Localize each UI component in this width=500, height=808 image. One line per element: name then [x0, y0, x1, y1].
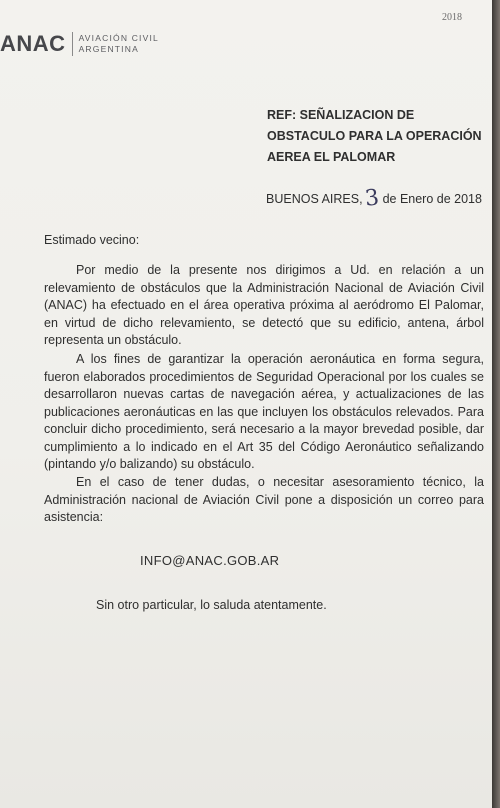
closing-line: Sin otro particular, lo saluda atentamente. [96, 598, 327, 612]
contact-email: INFO@ANAC.GOB.AR [140, 553, 280, 568]
body-paragraph-1: Por medio de la presente nos dirigimos a Ud. en relación a un relevamiento de obstáculos que la Administración Nacional de Aviación Civil (ANAC) ha efectuado en el área operativa próxima al aeródromo El Palomar, en virtud de dicho relevamiento, se detectó que su edificio, antena, árbol representa un obstáculo. [44, 263, 484, 347]
logo-subtitle-line1: AVIACIÓN CIVIL [78, 33, 159, 43]
page-edge-shadow [492, 0, 500, 808]
date-day-handwritten: 3 [363, 185, 380, 212]
body-paragraph-2: A los fines de garantizar la operación aeronáutica en forma segura, fueron elaborados procedimientos de Seguridad Operacional por los cuales se desarrollaron nuevas cartas de navegación aérea, y actualizaciones de las publicaciones aeronáuticas en las que incluyen los obstáculos relevados. Para concluir dicho procedimiento, será necesario a la mayor brevedad posible, dar cumplimiento a lo indicado en el Art 35 del Código Aeronáutico señalizando (pintando y/o balizando) su obstáculo. [44, 352, 484, 471]
logo-subtitle-line2: ARGENTINA [78, 44, 139, 54]
body-paragraph-3: En el caso de tener dudas, o necesitar asesoramiento técnico, la Administración nacional de Aviación Civil pone a disposición un correo para asistencia: [44, 475, 484, 524]
anac-logo [0, 28, 159, 60]
date-month-year: de Enero de 2018 [382, 192, 482, 206]
logo-divider [72, 32, 73, 56]
date-line [266, 184, 482, 212]
reference-line: REF: SEÑALIZACION DE OBSTACULO PARA LA OPERACIÓN AEREA EL PALOMAR [267, 108, 482, 164]
salutation: Estimado vecino: [44, 233, 140, 247]
logo-subtitle [79, 33, 159, 55]
page-number: 2018 [442, 12, 462, 23]
logo-wordmark: ANAC [0, 31, 66, 56]
date-city: BUENOS AIRES, [266, 192, 363, 206]
